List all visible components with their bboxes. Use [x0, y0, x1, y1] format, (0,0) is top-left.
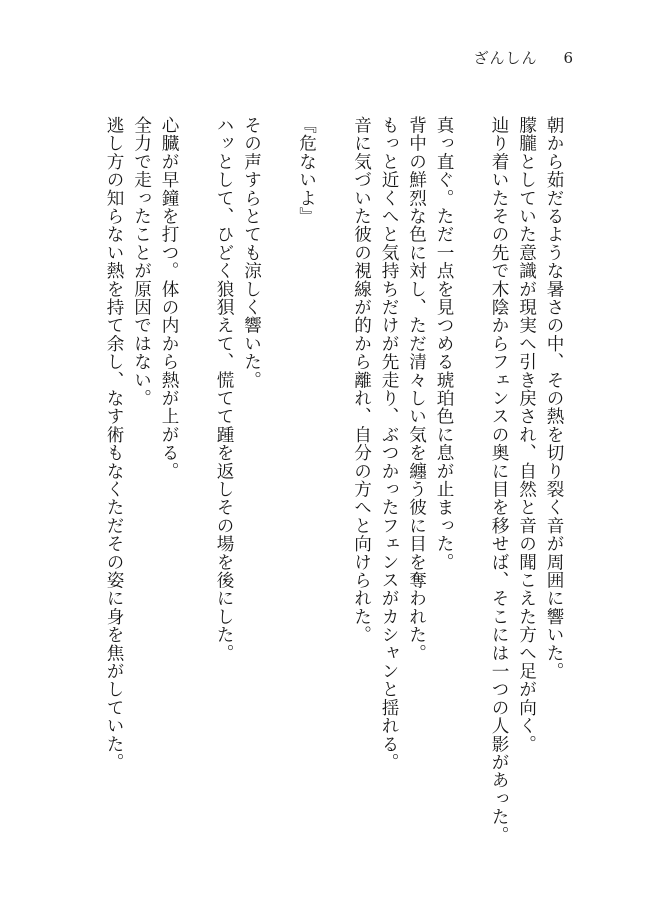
- paragraph-gap: [182, 116, 210, 117]
- paragraph-gap: [320, 116, 348, 117]
- dialogue-line: 『危ないよ』: [296, 116, 317, 226]
- text-line: 背中の鮮烈な色に対し、ただ清々しい気を纏う彼に目を奪われた。: [406, 116, 427, 662]
- running-header: [473, 47, 574, 68]
- text-line: ハッとして、ひどく狼狽えて、慌てて踵を返しその場を後にした。: [214, 116, 234, 662]
- text-line: 心臓が早鐘を打つ。体の内から熱が上がる。: [159, 116, 179, 480]
- text-line: もっと近くへと気持ちだけが先走り、ぶつかったフェンスがカシャンと揺れる。: [379, 116, 399, 772]
- paragraph-gap: [457, 116, 485, 117]
- text-line: 真っ直ぐ。ただ一点を見つめる琥珀色に息が止まった。: [434, 116, 454, 571]
- vertical-body-text: [100, 116, 568, 844]
- text-line: 全力で走ったことが原因ではない。: [131, 116, 152, 408]
- text-line: 辿り着いたその先で木陰からフェンスの奥に目を移せば、そこには一つの人影があった。: [489, 116, 509, 844]
- text-line: 朝から茹だるような暑さの中、その熱を切り裂く音が周囲に響いた。: [544, 116, 564, 681]
- running-title: ざんしん: [473, 49, 538, 67]
- paragraph-gap: [265, 116, 293, 117]
- text-line: その声すらとても涼しく響いた。: [241, 116, 262, 389]
- text-line: 朦朧としていた意識が現実へ引き戻され、自然と音の聞こえた方へ足が向く。: [516, 116, 537, 753]
- page-number: 6: [563, 49, 574, 67]
- text-line: 逃し方の知らない熱を持て余し、なす術もなくただその姿に身を焦がしていた。: [104, 116, 124, 772]
- text-line: 音に気づいた彼の視線が的から離れ、自分の方へと向けられた。: [351, 116, 372, 644]
